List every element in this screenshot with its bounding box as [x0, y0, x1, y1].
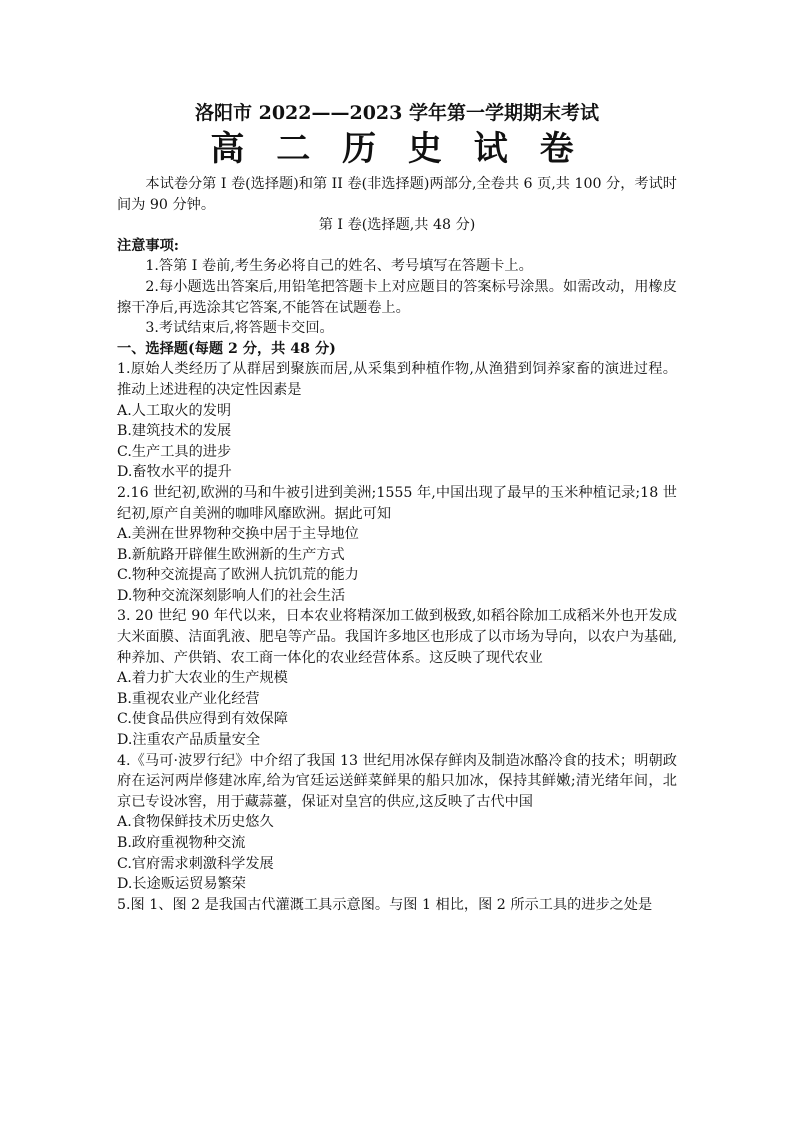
option-a: A.食物保鲜技术历史悠久 — [117, 814, 274, 831]
question-stem: 1.原始人类经历了从群居到聚族而居,从采集到种植作物,从渔猎到饲养家畜的演进过程。推动上述进程的决定性因素是 — [117, 361, 677, 398]
option-c: C.使食品供应得到有效保障 — [117, 711, 288, 728]
subject-title: 高 二 历 史 试 卷 — [210, 129, 584, 169]
question-stem: 4.《马可·波罗行纪》中介绍了我国 13 世纪用冰保存鲜肉及制造冰酪冷食的技术；明朝政府在运河两岸修建冰库,给为官廷运送鲜菜鲜果的船只加冰，保持其鲜嫩;清光绪年间，北京已专设冰窖，用于藏蒜薹，保证对皇宫的供应,这反映了古代中国 — [117, 752, 677, 810]
option-b: B.建筑技术的发展 — [117, 423, 232, 440]
option-a: A.着力扩大农业的生产规模 — [117, 670, 288, 687]
option-d: D.物种交流深刻影响人们的社会生活 — [117, 587, 346, 604]
question-4 — [117, 751, 677, 895]
intro-text: 本试卷分第 I 卷(选择题)和第 II 卷(非选择题)两部分,全卷共 6 页,共 100 分，考试时间为 90 分钟。 — [117, 176, 677, 213]
option-c: C.物种交流提高了欧洲人抗饥荒的能力 — [117, 567, 359, 584]
option-b: B.政府重视物种交流 — [117, 835, 246, 851]
exam-title: 洛阳市 2022——2023 学年第一学期期末考试 — [195, 102, 599, 124]
question-stem: 5.图 1、图 2 是我国古代灌溉工具示意图。与图 1 相比，图 2 所示工具的进步之处是 — [117, 896, 653, 913]
question-5 — [117, 895, 677, 916]
section-title: 第 I 卷(选择题,共 48 分) — [318, 217, 476, 234]
note-item: 3.考试结束后,将答题卡交回。 — [145, 320, 334, 337]
question-1 — [117, 359, 677, 483]
option-c: C.生产工具的进步 — [117, 443, 232, 460]
notes-heading: 注意事项: — [117, 237, 179, 254]
option-c: C.官府需求刺激科学发展 — [117, 855, 274, 872]
exam-page — [117, 100, 677, 915]
question-stem: 3. 20 世纪 90 年代以来，日本农业将精深加工做到极致,如稻谷除加工成稻米外也开发成大米面膜、洁面乳液、肥皂等产品。我国许多地区也形成了以市场为导向，以农户为基础,种养加、产供销、农工商一体化的农业经营体系。这反映了现代农业 — [117, 608, 677, 666]
question-2 — [117, 483, 677, 607]
option-b: B.新航路开辟催生欧洲新的生产方式 — [117, 546, 345, 563]
option-d: D.畜牧水平的提升 — [117, 464, 232, 481]
question-stem: 2.16 世纪初,欧洲的马和牛被引进到美洲;1555 年,中国出现了最早的玉米种植记录;18 世纪初,原产自美洲的咖啡风靡欧洲。据此可知 — [117, 484, 677, 522]
option-a: A.美洲在世界物种交换中居于主导地位 — [117, 526, 359, 543]
note-item: 1.答第 I 卷前,考生务必将自己的姓名、考号填写在答题卡上。 — [145, 258, 533, 275]
option-b: B.重视农业产业化经营 — [117, 690, 260, 707]
note-item: 2.每小题选出答案后,用铅笔把答题卡上对应题目的答案标号涂黑。如需改动，用橡皮擦干净后,再选涂其它答案,不能答在试题卷上。 — [117, 278, 677, 316]
option-d: D.注重农产品质量安全 — [117, 732, 261, 749]
question-3 — [117, 606, 677, 750]
option-a: A.人工取火的发明 — [117, 402, 232, 419]
option-d: D.长途贩运贸易繁荣 — [117, 876, 246, 893]
part1-heading: 一、选择题(每题 2 分，共 48 分) — [117, 340, 336, 357]
